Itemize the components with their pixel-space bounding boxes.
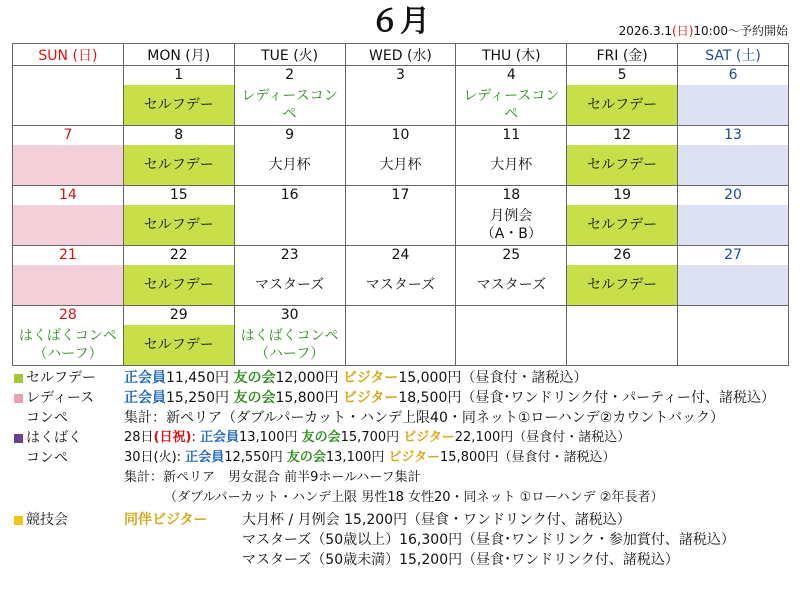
hakubaku-note1: 集計：新ペリア 男女混合 前半9ホールハーフ集計 [124,470,421,485]
green-square-icon [14,374,23,383]
day-number: 18 [502,187,521,203]
day-number: 14 [59,187,77,203]
event-label: はくばくコンペ [240,328,339,344]
notice-day: (日) [672,24,694,38]
hakubaku-day1: (日祝) [153,430,192,445]
event-label: セルフデー [143,337,214,353]
day-number: 5 [617,67,627,83]
weekday-thu: THU (木) [456,44,567,66]
day-cell [13,306,124,366]
day-cell [234,126,345,186]
day-number: 20 [724,187,742,203]
day-event [235,325,345,365]
event-label: セルフデー [587,97,658,113]
day-event [124,145,234,185]
day-number: 17 [391,187,410,203]
day-number: 7 [63,127,73,143]
day-number: 30 [280,307,299,323]
week-row [13,126,789,186]
day-cell [456,66,567,126]
weekday-fri: FRI (金) [567,44,678,66]
day-number [13,66,123,85]
day-number: 27 [724,247,742,263]
visitor-label: ビジター [403,430,455,445]
day-event [567,325,677,365]
friend-price: 12,000円 [275,370,339,386]
week-row [13,306,789,366]
day-number [567,306,677,325]
day-cell [345,66,456,126]
day-event [13,85,123,125]
hakubaku-date1: 28日 [124,430,154,445]
visitor-label: ビジター [342,390,399,406]
price-legend [14,368,794,570]
day-cell [567,66,678,126]
day-cell [123,66,234,126]
day-event [456,145,566,185]
day-cell [345,246,456,306]
day-event [678,325,788,365]
event-label: 大月杯 [379,157,422,173]
day-number: 26 [613,247,632,263]
day-cell [678,306,789,366]
event-label: セルフデー [143,97,214,113]
day-number: 4 [506,67,516,83]
day-event [346,145,456,185]
day-cell [345,126,456,186]
day-number: 25 [502,247,521,263]
legend-hakubaku [14,428,794,508]
day-event [567,85,677,125]
day-cell [13,246,124,306]
visitor-price: 15,800円（昼食付・諸税込） [440,450,616,465]
friend-label: 友の会 [286,450,326,465]
legend-compe-label: 競技会 [26,512,68,528]
day-event [13,265,123,305]
day-event [456,265,566,305]
day-cell [678,186,789,246]
day-event [13,325,123,365]
day-cell [567,186,678,246]
day-cell [567,306,678,366]
purple-square-icon [14,434,23,443]
event-label: セルフデー [143,217,214,233]
notice-rest: 10:00～予約開始 [693,24,788,38]
day-number: 13 [724,127,742,143]
day-number: 10 [391,127,410,143]
event-label: はくばくコンペ [18,328,117,344]
day-number: 9 [285,127,295,143]
day-cell [456,246,567,306]
weekday-mon: MON (月) [123,44,234,66]
legend-ladies [14,388,794,428]
day-cell [234,306,345,366]
day-number: 22 [169,247,188,263]
event-label: セルフデー [143,157,214,173]
hakubaku-colon: : [191,430,196,445]
friend-label: 友の会 [233,370,276,386]
member-label: 正会員 [199,430,239,445]
day-event [13,145,123,185]
visitor-label: ビジター [342,370,399,386]
member-price: 13,100円 [238,430,298,445]
day-cell [13,186,124,246]
day-event [456,85,566,125]
day-cell [345,306,456,366]
week-row [13,66,789,126]
weekday-header-row [13,44,789,66]
day-cell [123,126,234,186]
member-price: 15,250円 [166,390,229,406]
pink-square-icon [14,394,23,403]
day-event [235,265,345,305]
day-event [13,205,123,245]
member-price: 12,550円 [224,450,283,465]
day-event [235,145,345,185]
event-sublabel: （ハーフ） [33,346,103,362]
legend-ladies-label: レディース [26,390,95,406]
day-event [346,325,456,365]
member-label: 正会員 [124,390,166,406]
weekday-sun: SUN (日) [13,44,124,66]
event-label: マスターズ [254,277,325,293]
day-number [456,306,566,325]
calendar-grid [12,43,789,366]
friend-price: 13,100円 [325,450,385,465]
reservation-notice [619,22,788,39]
day-event [346,205,456,245]
day-cell [123,246,234,306]
legend-ladies-label2: コンペ [26,410,68,426]
compe-line1: 大月杯 / 月例会 15,200円（昼食・ワンドリンク付、諸税込） [242,512,631,528]
day-cell [567,246,678,306]
day-cell [567,126,678,186]
hakubaku-date2: 30日(火): [124,450,182,465]
friend-label: 友の会 [233,390,276,406]
legend-compe [14,510,794,570]
day-event [456,205,566,245]
ladies-note: 集計：新ペリア（ダブルパーカット・ハンデ上限40・同ネット①ローハンデ②カウントバック） [124,410,724,426]
event-label: マスターズ [365,277,436,293]
compe-line3: マスターズ（50歳未満）15,200円（昼食･ワンドリンク付、諸税込） [242,552,679,568]
friend-price: 15,800円 [275,390,339,406]
member-label: 正会員 [124,370,166,386]
day-cell [678,126,789,186]
day-number: 12 [613,127,632,143]
event-label: セルフデー [587,277,658,293]
day-event [124,85,234,125]
day-number [678,306,788,325]
accompany-visitor-label: 同伴ビジター [124,512,208,528]
day-event [567,205,677,245]
day-event [346,265,456,305]
week-row [13,186,789,246]
legend-hakubaku-label: はくばく [26,430,82,446]
visitor-price: 22,100円（昼食付・諸税込） [454,430,631,445]
day-cell [456,126,567,186]
day-cell [13,126,124,186]
day-event [678,205,788,245]
event-label: 大月杯 [490,157,533,173]
event-label: セルフデー [143,277,214,293]
day-cell [234,66,345,126]
visitor-price: 15,000円（昼食付・諸税込） [398,370,588,386]
day-event [567,265,677,305]
visitor-price: 18,500円（昼食･ワンドリンク付・パーティー付、諸税込） [398,390,775,406]
day-event [456,325,566,365]
yellow-square-icon [14,516,23,525]
compe-line2: マスターズ（50歳以上）16,300円（昼食･ワンドリンク・参加賞付、諸税込） [242,532,735,548]
day-number: 19 [613,187,632,203]
hakubaku-note2: （ダブルパーカット・ハンデ上限 男性18 女性20・同ネット ①ローハンデ ②年長者） [164,490,664,505]
day-number: 16 [280,187,299,203]
day-event [346,85,456,125]
day-cell [678,246,789,306]
day-number: 6 [728,67,738,83]
month-title: ６月 [370,4,430,39]
day-cell [345,186,456,246]
legend-hakubaku-label2: コンペ [26,450,68,466]
day-cell [13,66,124,126]
event-label: 大月杯 [268,157,311,173]
day-cell [456,186,567,246]
day-cell [123,186,234,246]
day-cell [234,186,345,246]
day-cell [234,246,345,306]
member-label: 正会員 [185,450,225,465]
day-cell [678,66,789,126]
day-event [678,265,788,305]
friend-label: 友の会 [301,430,341,445]
member-price: 11,450円 [166,370,229,386]
weekday-tue: TUE (火) [234,44,345,66]
day-number: 23 [280,247,299,263]
day-number: 29 [169,307,188,323]
day-number: 24 [391,247,410,263]
event-label: セルフデー [587,157,658,173]
day-event [235,205,345,245]
day-number: 15 [169,187,188,203]
week-row [13,246,789,306]
day-number: 21 [59,247,77,263]
legend-self-label: セルフデー [26,370,96,386]
day-cell [456,306,567,366]
day-number [346,306,456,325]
event-label: レディースコンペ [241,88,338,122]
weekday-wed: WED (水) [345,44,456,66]
visitor-label: ビジター [388,450,441,465]
day-number: 8 [174,127,184,143]
day-number: 28 [59,307,77,323]
friend-price: 15,700円 [340,430,400,445]
event-label: レディースコンペ [463,88,560,122]
day-event [678,145,788,185]
event-sublabel: （ハーフ） [254,346,325,362]
day-number: 2 [285,67,295,83]
weekday-sat: SAT (土) [678,44,789,66]
event-sublabel: （A・B） [480,226,542,242]
event-label: マスターズ [476,277,546,293]
day-event [567,145,677,185]
event-label: セルフデー [587,217,658,233]
day-cell [123,306,234,366]
event-label: 月例会 [490,208,533,224]
day-event [124,265,234,305]
day-number: 11 [502,127,521,143]
day-number: 1 [174,67,184,83]
day-event [678,85,788,125]
legend-self [14,368,794,388]
day-event [235,85,345,125]
day-number: 3 [395,67,405,83]
day-event [124,325,234,365]
notice-date: 2026.3.1 [618,24,673,38]
day-event [124,205,234,245]
